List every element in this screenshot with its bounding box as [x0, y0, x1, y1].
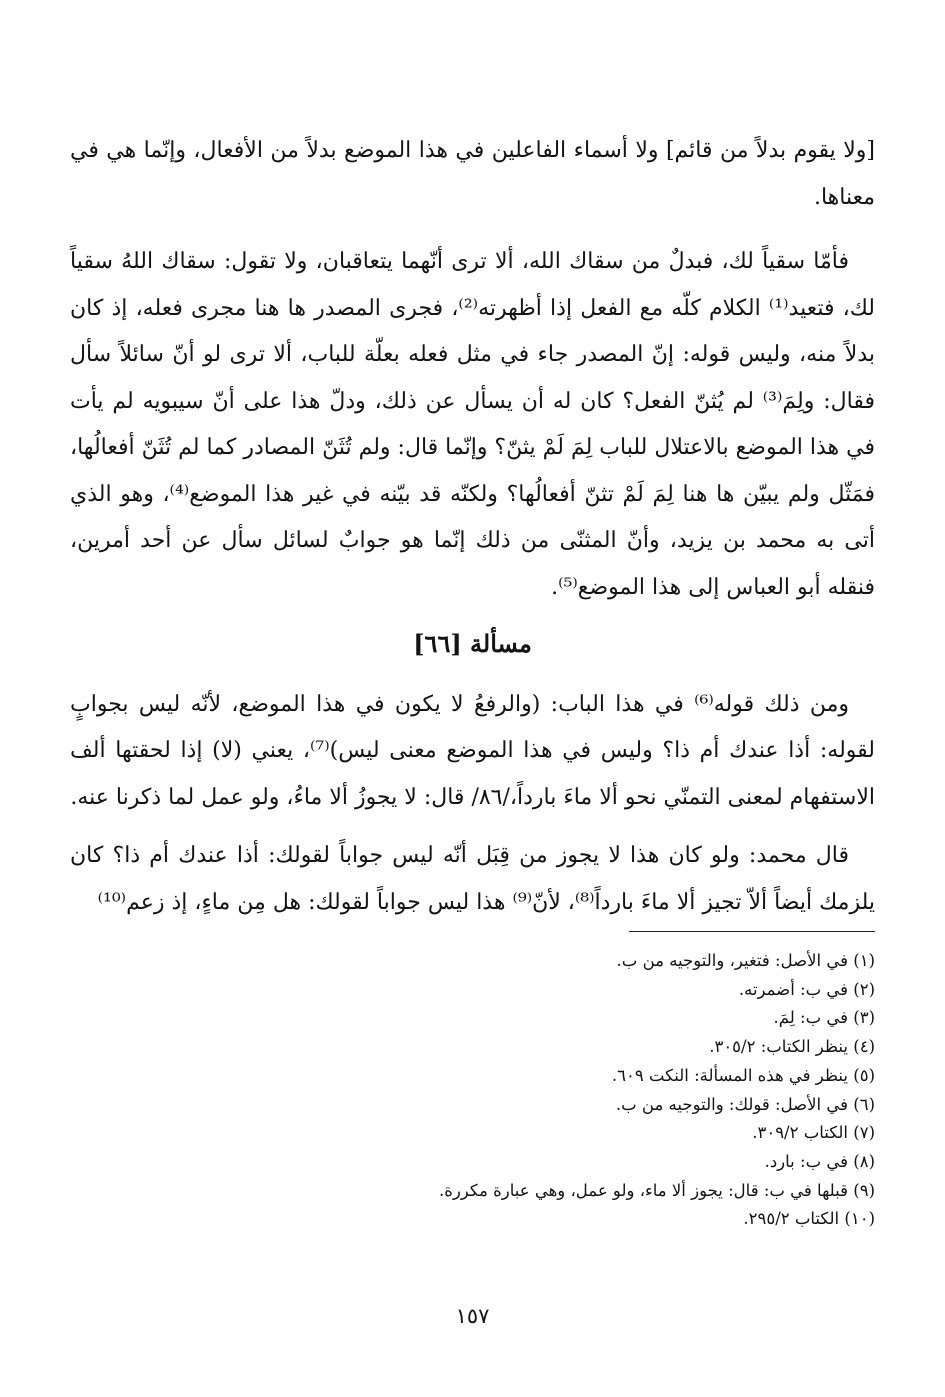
section-heading: مسألة [٦٦]: [413, 629, 532, 658]
footnote: (٣) في ب: لِمَ.: [773, 1008, 875, 1028]
footnote: (٥) ينظر في هذه المسألة: النكت ٦٠٩.: [611, 1065, 875, 1085]
footnote: (١) في الأصل: فتغير، والتوجيه من ب.: [616, 951, 875, 970]
paragraph-4: قال محمد: ولو كان هذا لا يجوز من قِبَل أنّه ليس جواباً لقولك: أذا عندك أم ذا؟ كان يلزمك أيضاً ألاّ تجيز ألا ماءَ بارداً⁽⁸⁾، لأنّ⁽⁹⁾ هذا ليس جواباً لقولك: هل مِن ماءٍ، إذ زعم⁽¹⁰⁾: [70, 843, 875, 915]
footnote: (٢) في ب: أضمرته.: [738, 979, 875, 999]
footnote: (٨) في ب: بارد.: [764, 1151, 875, 1171]
footnote-separator: [629, 931, 875, 932]
paragraph-3: ومن ذلك قوله⁽⁶⁾ في هذا الباب: (والرفعُ لا يكون في هذا الموضع، لأنّه ليس بجوابٍ لقوله: أذا عندك أم ذا؟ وليس في هذا الموضع معنى ليس)⁽⁷⁾، يعني (لا) إذا لحقتها ألف الاستفهام لمعنى التمنّي نحو ألا ماءَ بارداً،/٨٦/ قال: لا يجوزُ ألا ماءُ، ولو عمل لما ذكرنا عنه.: [70, 691, 875, 810]
paragraph-1: [ولا يقوم بدلاً من قائم] ولا أسماء الفاعلين في هذا الموضع بدلاً من الأفعال، وإنّما هي في معناها.: [70, 138, 875, 210]
paragraph-2: فأمّا سقياً لك، فبدلٌ من سقاك الله، ألا ترى أنّهما يتعاقبان، ولا تقول: سقاك اللهُ سقياً لك، فتعيد⁽¹⁾ الكلام كلّه مع الفعل إذا أظهرته⁽²⁾، فجرى المصدر ها هنا مجرى فعله، إذ كان بدلاً منه، وليس قوله: إنّ المصدر جاء في مثل فعله بعلّة للباب، ألا ترى لو أنّ سائلاً سأل فقال: ولِمَ⁽³⁾ لم يُثنّ الفعل؟ كان له أن يسأل عن ذلك، ودلّ هذا على أنّ سيبويه لم يأت في هذا الموضع بالاعتلال للباب لِمَ لَمْ يثنّ؟ وإنّما قال: ولم تُثَنّ المصادر كما لم تُثَنّ أفعالُها، فمَثّل ولم يبيّن ها هنا لِمَ لَمْ تثنّ أفعالُها؟ ولكنّه قد بيّنه في غير هذا الموضع⁽⁴⁾، وهو الذي أتى به محمد بن يزيد، وأنّ المثنّى من ذلك إنّما هو جوابٌ لسائل سأل عن أحد أمرين، فنقله أبو العباس إلى هذا الموضع⁽⁵⁾.: [70, 249, 875, 600]
footnote: (٦) في الأصل: قولك: والتوجيه من ب.: [615, 1094, 875, 1114]
footnote: (٩) قبلها في ب: قال: يجوز ألا ماء، ولو عمل، وهي عبارة مكررة.: [438, 1180, 875, 1200]
footnote: (١٠) الكتاب ٢٩٥/٢.: [743, 1209, 875, 1229]
footnote: (٤) ينظر الكتاب: ٣٠٥/٢.: [709, 1037, 875, 1057]
main-text: [70, 128, 875, 926]
page-number: ١٥٧: [455, 1304, 490, 1328]
footnotes-list: [70, 947, 875, 1234]
footnote: (٧) الكتاب ٣٠٩/٢.: [752, 1123, 875, 1143]
